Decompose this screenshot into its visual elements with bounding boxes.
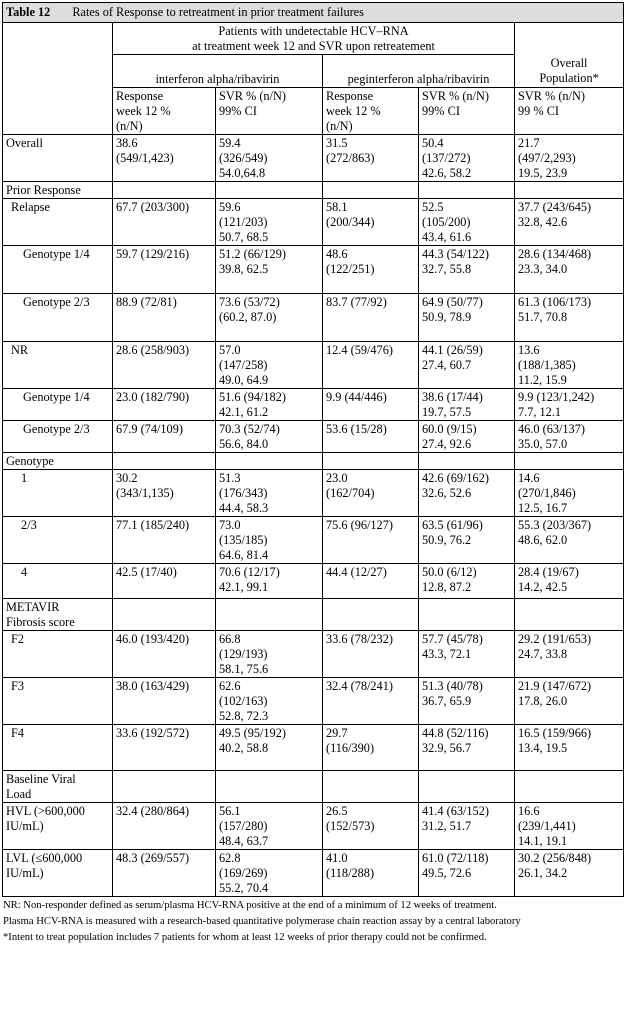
- cell-c4: 50.0 (6/12) 12.8, 87.2: [419, 564, 515, 599]
- footnotes: [2, 897, 623, 944]
- cell-c5: 21.7 (497/2,293) 19.5, 23.9: [515, 135, 624, 182]
- cell-c2: 66.8 (129/193) 58.1, 75.6: [216, 631, 323, 678]
- cell-c1: 48.3 (269/557): [113, 850, 216, 897]
- cell-c5: 28.6 (134/468) 23.3, 34.0: [515, 246, 624, 294]
- table-row: [3, 725, 624, 771]
- cell-c2: 49.5 (95/192) 40.2, 58.8: [216, 725, 323, 771]
- cell-c4: 51.3 (40/78) 36.7, 65.9: [419, 678, 515, 725]
- footnote-itt: *Intent to treat population includes 7 patients for whom at least 12 weeks of prior therapy could not be confirmed.: [3, 932, 487, 943]
- cell-c2: 57.0 (147/258) 49.0, 64.9: [216, 342, 323, 389]
- footnote-assay: Plasma HCV-RNA is measured with a research-based quantitative polymerase chain reaction assay by a central laboratory: [3, 916, 521, 927]
- table-row: [3, 199, 624, 246]
- cell-c4: 60.0 (9/15) 27.4, 92.6: [419, 421, 515, 453]
- cell-c5: 9.9 (123/1,242) 7.7, 12.1: [515, 389, 624, 421]
- table-row: [3, 678, 624, 725]
- col-response-2: Response week 12 % (n/N): [323, 88, 419, 135]
- table-label: Table 12: [6, 5, 51, 19]
- cell-c1: 32.4 (280/864): [113, 803, 216, 850]
- table-title: [3, 3, 624, 23]
- cell-c3: 83.7 (77/92): [323, 294, 419, 342]
- row-label: Genotype 1/4: [3, 389, 113, 421]
- cell-c2: 59.6 (121/203) 50.7, 68.5: [216, 199, 323, 246]
- cell-c4: 52.5 (105/200) 43.4, 61.6: [419, 199, 515, 246]
- header-row-3: [3, 88, 624, 135]
- cell-c2: 51.3 (176/343) 44.4, 58.3: [216, 470, 323, 517]
- cell-c5: 37.7 (243/645) 32.8, 42.6: [515, 199, 624, 246]
- regimen-1-header: interferon alpha/ribavirin: [113, 55, 323, 88]
- table-row: [3, 803, 624, 850]
- col-response-1: Response week 12 % (n/N): [113, 88, 216, 135]
- row-label: Genotype 1/4: [3, 246, 113, 294]
- cell-c3: 31.5 (272/863): [323, 135, 419, 182]
- cell-c2: 73.6 (53/72) (60.2, 87.0): [216, 294, 323, 342]
- cell-c3: 53.6 (15/28): [323, 421, 419, 453]
- cell-c3: 41.0 (118/288): [323, 850, 419, 897]
- cell-c4: 61.0 (72/118) 49.5, 72.6: [419, 850, 515, 897]
- cell-c3: 48.6 (122/251): [323, 246, 419, 294]
- col-svr-2: SVR % (n/N) 99% CI: [419, 88, 515, 135]
- table-row: [3, 470, 624, 517]
- cell-c3: 58.1 (200/344): [323, 199, 419, 246]
- cell-c4: 50.4 (137/272) 42.6, 58.2: [419, 135, 515, 182]
- cell-c1: 46.0 (193/420): [113, 631, 216, 678]
- row-label: 4: [3, 564, 113, 599]
- cell-c1: 38.0 (163/429): [113, 678, 216, 725]
- cell-c5: 30.2 (256/848) 26.1, 34.2: [515, 850, 624, 897]
- cell-c1: 23.0 (182/790): [113, 389, 216, 421]
- overall-population-header: Overall Population*: [515, 55, 624, 88]
- table-row: [3, 850, 624, 897]
- cell-c1: 42.5 (17/40): [113, 564, 216, 599]
- section-row: [3, 599, 624, 631]
- cell-c4: 38.6 (17/44) 19.7, 57.5: [419, 389, 515, 421]
- cell-c5: 55.3 (203/367) 48.6, 62.0: [515, 517, 624, 564]
- regimen-2-header: peginterferon alpha/ribavirin: [323, 55, 515, 88]
- cell-c1: 77.1 (185/240): [113, 517, 216, 564]
- section-row: [3, 771, 624, 803]
- table-row: [3, 135, 624, 182]
- col-svr-1: SVR % (n/N) 99% CI: [216, 88, 323, 135]
- cell-c4: 44.1 (26/59) 27.4, 60.7: [419, 342, 515, 389]
- cell-c2: 70.6 (12/17) 42.1, 99.1: [216, 564, 323, 599]
- cell-c4: 63.5 (61/96) 50.9, 76.2: [419, 517, 515, 564]
- row-label: Genotype 2/3: [3, 294, 113, 342]
- table-caption: Rates of Response to retreatment in prior treatment failures: [72, 5, 364, 19]
- table-row: [3, 631, 624, 678]
- cell-c1: 67.7 (203/300): [113, 199, 216, 246]
- cell-c1: 33.6 (192/572): [113, 725, 216, 771]
- cell-c4: 44.8 (52/116) 32.9, 56.7: [419, 725, 515, 771]
- table-row: [3, 421, 624, 453]
- title-row: [3, 3, 624, 23]
- cell-c5: 29.2 (191/653) 24.7, 33.8: [515, 631, 624, 678]
- group-header: Patients with undetectable HCV–RNA at treatment week 12 and SVR upon retreatement: [113, 23, 515, 55]
- cell-c4: 44.3 (54/122) 32.7, 55.8: [419, 246, 515, 294]
- cell-c3: 12.4 (59/476): [323, 342, 419, 389]
- col-svr-overall: SVR % (n/N) 99 % CI: [515, 88, 624, 135]
- cell-c5: 61.3 (106/173) 51.7, 70.8: [515, 294, 624, 342]
- table-row: [3, 564, 624, 599]
- cell-c5: 21.9 (147/672) 17.8, 26.0: [515, 678, 624, 725]
- row-label: F4: [3, 725, 113, 771]
- cell-c4: 42.6 (69/162) 32.6, 52.6: [419, 470, 515, 517]
- section-label: Genotype: [3, 453, 113, 470]
- cell-c3: 33.6 (78/232): [323, 631, 419, 678]
- section-row: [3, 453, 624, 470]
- cell-c1: 67.9 (74/109): [113, 421, 216, 453]
- cell-c3: 75.6 (96/127): [323, 517, 419, 564]
- section-label: Prior Response: [3, 182, 113, 199]
- cell-c1: 88.9 (72/81): [113, 294, 216, 342]
- row-label: 2/3: [3, 517, 113, 564]
- table-row: [3, 294, 624, 342]
- cell-c5: 16.5 (159/966) 13.4, 19.5: [515, 725, 624, 771]
- section-label: METAVIR Fibrosis score: [3, 599, 113, 631]
- results-table: [2, 2, 624, 897]
- table-row: [3, 246, 624, 294]
- row-label: NR: [3, 342, 113, 389]
- cell-c4: 41.4 (63/152) 31.2, 51.7: [419, 803, 515, 850]
- cell-c2: 62.8 (169/269) 55.2, 70.4: [216, 850, 323, 897]
- table-container: [2, 2, 623, 944]
- table-row: [3, 389, 624, 421]
- table-row: [3, 517, 624, 564]
- cell-c5: 13.6 (188/1,385) 11.2, 15.9: [515, 342, 624, 389]
- table-row: [3, 342, 624, 389]
- row-label: Overall: [3, 135, 113, 182]
- row-label: F2: [3, 631, 113, 678]
- cell-c2: 59.4 (326/549) 54.0,64.8: [216, 135, 323, 182]
- cell-c1: 38.6 (549/1,423): [113, 135, 216, 182]
- footnote-nr: NR: Non-responder defined as serum/plasma HCV-RNA positive at the end of a minimum of 12 weeks of treatment.: [3, 900, 497, 911]
- row-label: HVL (>600,000 IU/mL): [3, 803, 113, 850]
- row-label: F3: [3, 678, 113, 725]
- cell-c2: 73.0 (135/185) 64.6, 81.4: [216, 517, 323, 564]
- row-label: 1: [3, 470, 113, 517]
- section-label: Baseline Viral Load: [3, 771, 113, 803]
- cell-c3: 32.4 (78/241): [323, 678, 419, 725]
- cell-c1: 30.2 (343/1,135): [113, 470, 216, 517]
- cell-c3: 29.7 (116/390): [323, 725, 419, 771]
- cell-c4: 64.9 (50/77) 50.9, 78.9: [419, 294, 515, 342]
- cell-c2: 51.6 (94/182) 42.1, 61.2: [216, 389, 323, 421]
- header-row-1: [3, 23, 624, 55]
- cell-c5: 28.4 (19/67) 14.2, 42.5: [515, 564, 624, 599]
- cell-c2: 70.3 (52/74) 56.6, 84.0: [216, 421, 323, 453]
- row-label: Genotype 2/3: [3, 421, 113, 453]
- cell-c2: 62.6 (102/163) 52.8, 72.3: [216, 678, 323, 725]
- cell-c2: 51.2 (66/129) 39.8, 62.5: [216, 246, 323, 294]
- cell-c5: 14.6 (270/1,846) 12.5, 16.7: [515, 470, 624, 517]
- cell-c3: 44.4 (12/27): [323, 564, 419, 599]
- cell-c5: 46.0 (63/137) 35.0, 57.0: [515, 421, 624, 453]
- section-row: [3, 182, 624, 199]
- cell-c1: 28.6 (258/903): [113, 342, 216, 389]
- cell-c1: 59.7 (129/216): [113, 246, 216, 294]
- cell-c3: 26.5 (152/573): [323, 803, 419, 850]
- row-label: Relapse: [3, 199, 113, 246]
- cell-c4: 57.7 (45/78) 43.3, 72.1: [419, 631, 515, 678]
- cell-c2: 56.1 (157/280) 48.4, 63.7: [216, 803, 323, 850]
- row-label: LVL (≤600,000 IU/mL): [3, 850, 113, 897]
- cell-c3: 9.9 (44/446): [323, 389, 419, 421]
- cell-c5: 16.6 (239/1,441) 14.1, 19.1: [515, 803, 624, 850]
- cell-c3: 23.0 (162/704): [323, 470, 419, 517]
